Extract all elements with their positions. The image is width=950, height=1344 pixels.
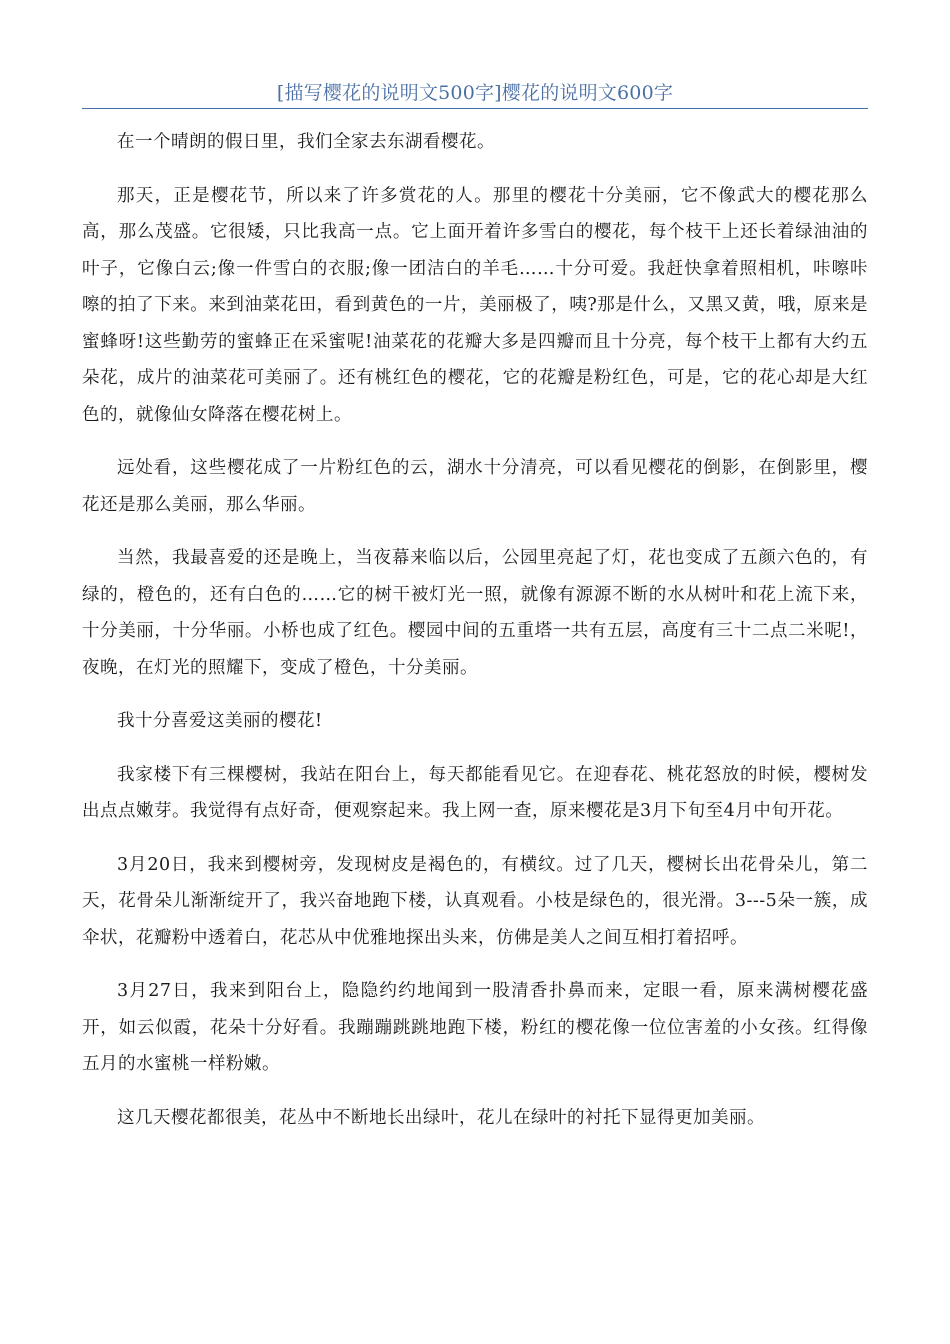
paragraph-8: 3月27日，我来到阳台上，隐隐约约地闻到一股清香扑鼻而来，定眼一看，原来满树樱花盛开，如云似霞，花朵十分好看。我蹦蹦跳跳地跑下楼，粉红的樱花像一位位害羞的小女孩。红得像五月的水蜜桃一样粉嫩。: [82, 981, 868, 1074]
paragraph-3: 远处看，这些樱花成了一片粉红色的云，湖水十分清亮，可以看见樱花的倒影，在倒影里，樱花还是那么美丽，那么华丽。: [82, 458, 868, 515]
paragraph-4: 当然，我最喜爱的还是晚上，当夜幕来临以后，公园里亮起了灯，花也变成了五颜六色的，有绿的，橙色的，还有白色的……它的树干被灯光一照，就像有源源不断的水从树叶和花上流下来，十分美丽，十分华丽。小桥也成了红色。樱园中间的五重塔一共有五层，高度有三十二点二米呢!，夜晚，在灯光的照耀下，变成了橙色，十分美丽。: [82, 548, 868, 678]
article-body: [82, 124, 868, 1153]
paragraph-9: 这几天樱花都很美，花丛中不断地长出绿叶，花儿在绿叶的衬托下显得更加美丽。: [117, 1107, 765, 1128]
paragraph-5: 我十分喜爱这美丽的樱花!: [117, 711, 323, 731]
paragraph-6: 我家楼下有三棵樱树，我站在阳台上，每天都能看见它。在迎春花、桃花怒放的时候，樱树发出点点嫩芽。我觉得有点好奇，便观察起来。我上网一查，原来樱花是3月下旬至4月中旬开花。: [82, 764, 868, 821]
header-divider: [82, 108, 868, 109]
paragraph-7: 3月20日，我来到樱树旁，发现树皮是褐色的，有横纹。过了几天，樱树长出花骨朵儿，第二天，花骨朵儿渐渐绽开了，我兴奋地跑下楼，认真观看。小枝是绿色的，很光滑。3---5朵一簇，成伞状，花瓣粉中透着白，花芯从中优雅地探出头来，仿佛是美人之间互相打着招呼。: [82, 854, 868, 948]
paragraph-2: 那天，正是樱花节，所以来了许多赏花的人。那里的樱花十分美丽，它不像武大的樱花那么高，那么茂盛。它很矮，只比我高一点。它上面开着许多雪白的樱花，每个枝干上还长着绿油油的叶子，它像白云;像一件雪白的衣服;像一团洁白的羊毛……十分可爱。我赶快拿着照相机，咔嚓咔嚓的拍了下来。来到油菜花田，看到黄色的一片，美丽极了，咦?那是什么，又黑又黄，哦，原来是蜜蜂呀!这些勤劳的蜜蜂正在采蜜呢!油菜花的花瓣大多是四瓣而且十分亮，每个枝干上都有大约五朵花，成片的油菜花可美丽了。还有桃红色的樱花，它的花瓣是粉红色，可是，它的花心却是大红色的，就像仙女降落在樱花树上。: [82, 185, 868, 425]
paragraph-1: 在一个晴朗的假日里，我们全家去东湖看樱花。: [117, 132, 495, 152]
page-header-title: [描写樱花的说明文500字]樱花的说明文600字: [276, 82, 674, 104]
